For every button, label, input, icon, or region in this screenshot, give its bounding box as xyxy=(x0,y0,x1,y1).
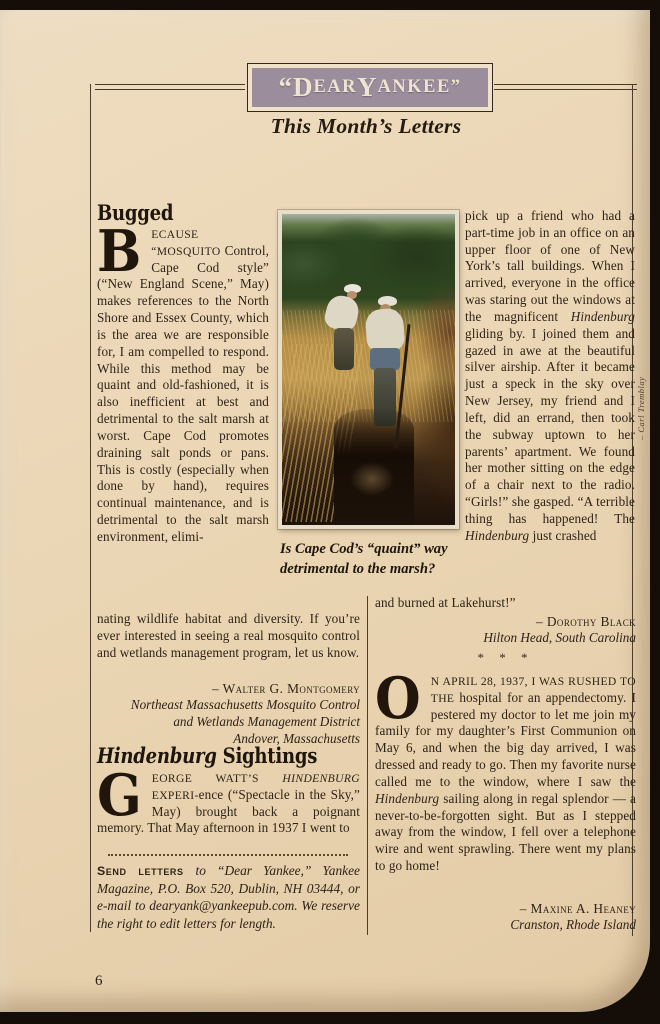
hindenburg-body-text: EORGE WATT’S HINDENBURG EXPERI-ence (“Spectacle in the Sky,” May) brought back a poignant memory. That May afternoon in 1937 I went to xyxy=(97,772,360,836)
dropcap-o: O xyxy=(375,665,421,732)
column-gutter-rule xyxy=(367,596,368,935)
header-rule-left xyxy=(95,84,245,90)
worker-right-legs xyxy=(374,368,396,426)
bugged-body-text: ECAUSE “MOSQUITO Control, Cape Cod style” (“New England Scene,” May) makes references to the North Shore and Essex County, which is the area we are responsible for, I am compelled to respond. While this method may be quaint and old-fashioned, it is also inefficient at best and detrimental to the salt marsh at worst. Cape Cod promotes draining salt ponds or pans. This is costly (especially when done by hand), requires continual maintenance, and is detrimental to the salt marsh environment, elimi- xyxy=(97,228,269,544)
signature-location: Andover, Massachusetts xyxy=(233,730,360,746)
signature-black: – Dorothy Black xyxy=(536,614,636,629)
hindenburg-body xyxy=(97,762,360,837)
black-signature-block xyxy=(375,613,636,647)
marsh-photo-scene xyxy=(282,214,455,525)
header-rule-right xyxy=(494,84,637,90)
signature-org-line1: Northeast Massachusetts Mosquito Control xyxy=(130,697,360,713)
bugged-signature-block xyxy=(97,680,360,748)
signature-heaney: – Maxine A. Heaney xyxy=(519,901,636,916)
bugged-heading: Bugged xyxy=(97,200,174,225)
hindenburg-heading-rest: Sightings xyxy=(216,743,318,768)
worker-right xyxy=(366,296,430,456)
signature-org-line2: and Wetlands Management District xyxy=(173,714,360,730)
heaney-signature-block xyxy=(375,900,636,934)
dotted-divider xyxy=(108,854,348,856)
signature-heaney-location: Cranston, Rhode Island xyxy=(510,917,636,933)
page-subtitle: This Month’s Letters xyxy=(270,114,462,138)
signature-black-location: Hilton Head, South Carolina xyxy=(483,630,636,646)
left-border-rule xyxy=(90,84,91,932)
page-number: 6 xyxy=(95,973,103,989)
heaney-body-text: N APRIL 28, 1937, I WAS RUSHED TO THE hospital for an appendectomy. I pestered my doctor to let me join my family for my daughter’s First Communion on May 6, and when the big day arrived, I was dressed and ready to go. Then my favorite nurse called me to the window, where I saw the Hindenburg sailing along in regal splendor — a never-to-be-forgotten sight. But as I stepped away from the window, I fell over a telephone wire and went sprawling. There went my plans to go home! xyxy=(375,675,636,874)
water-glint xyxy=(350,462,394,496)
banner-title: “D EAR Y ANKEE” xyxy=(252,68,488,107)
heaney-letter-body xyxy=(375,665,636,875)
worker-right-shorts xyxy=(370,348,400,370)
dropcap-g: G xyxy=(97,762,142,829)
signature-montgomery: – Walter G. Montgomery xyxy=(211,681,360,696)
photo-credit: – Carl Tremblay xyxy=(636,376,646,440)
dropcap-b: B xyxy=(97,218,142,285)
send-letters-note: Send letters to “Dear Yankee,” Yankee Magazine, P.O. Box 520, Dublin, NH 03444, or e-mail to dearyank@yankeepub.com. We reserve the right to edit letters for length. xyxy=(97,863,360,932)
photo-caption: Is Cape Cod’s “quaint” way detrimental to the marsh? xyxy=(280,541,448,578)
worker-left-legs xyxy=(334,328,354,370)
section-separator: * * * xyxy=(477,650,534,665)
black-letter-top: pick up a friend who had a part-time job in an office on an upper floor of one of New York’s tall buildings. When I arrived, everyone in the office was staring out the windows at the magnificent Hindenburg gliding by. I joined them and gazed in awe at the beautiful silver airship. After it became just a speck in the sky over New Jersey, my friend and I left, did an errand, then took the subway uptown to her parents’ apartment. We found her mother sitting on the edge of a chair next to the radio. “Girls!” she gasped. “A terrible thing has happened! The Hindenburg just crashed xyxy=(465,208,635,543)
marsh-photo xyxy=(278,210,459,529)
worker-right-torso xyxy=(365,308,406,353)
black-letter-tail: and burned at Lakehurst!” xyxy=(375,595,516,610)
magazine-page xyxy=(0,10,650,1012)
bugged-body xyxy=(97,218,269,612)
bugged-body-continued: nating wildlife habitat and diversity. If you’re ever interested in seeing a real mosquito control and wetlands management program, let us know. xyxy=(97,611,360,660)
hindenburg-heading-italic: Hindenburg xyxy=(97,743,217,768)
dear-yankee-banner xyxy=(247,63,493,112)
